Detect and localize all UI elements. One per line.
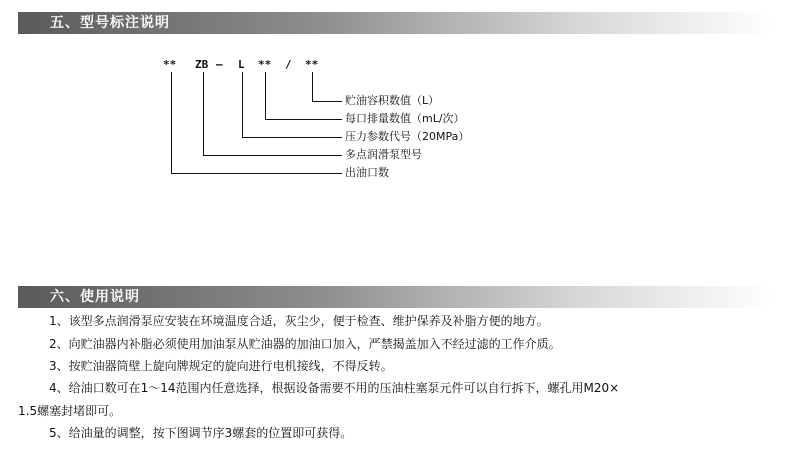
usage-item-5: 5、给油量的调整，按下图调节序3螺套的位置即可获得。 (49, 426, 353, 440)
code-pressure: L (238, 58, 245, 71)
usage-item-4: 4、给油口数可在1～14范围内任意选择，根据设备需要不用的压油柱塞泵元件可以自行拆下，螺孔用M20× (49, 381, 620, 395)
code-dash: — (216, 58, 223, 71)
leader-model-h (203, 155, 342, 156)
section-5-title: 五、型号标注说明 (50, 15, 170, 31)
code-displacement: ** (258, 58, 272, 71)
code-outlets: ** (163, 58, 177, 71)
usage-item-4-cont: 1.5螺塞封堵即可。 (18, 404, 122, 418)
usage-item-2: 2、向贮油器内补脂必须使用加油泵从贮油器的加油口加入，严禁揭盖加入不经过滤的工作介质。 (49, 337, 561, 351)
leader-displacement-v (265, 72, 266, 120)
code-volume: ** (305, 58, 319, 71)
leader-outlets-v (171, 72, 172, 174)
usage-item-3: 3、按贮油器筒壁上旋向牌规定的旋向进行电机接线，不得反转。 (49, 359, 393, 373)
label-displacement: 每口排量数值（mL/次） (345, 112, 465, 125)
code-slash: / (285, 58, 292, 71)
code-pump-model: ZB (195, 58, 209, 71)
leader-displacement-h (265, 119, 342, 120)
label-volume: 贮油容积数值（L） (345, 94, 440, 107)
label-pump-model: 多点润滑泵型号 (345, 148, 422, 161)
leader-volume-h (312, 101, 342, 102)
leader-outlets-h (171, 173, 342, 174)
usage-item-1: 1、该型多点润滑泵应安装在环境温度合适，灰尘少，便于检查、维护保养及补脂方便的地方。 (49, 314, 549, 328)
leader-pressure-v (242, 72, 243, 138)
leader-pressure-h (242, 137, 342, 138)
section-6-header (18, 286, 772, 308)
leader-model-v (203, 72, 204, 156)
leader-volume-v (312, 72, 313, 102)
label-outlets: 出油口数 (345, 166, 389, 179)
section-6-title: 六、使用说明 (50, 289, 140, 305)
label-pressure: 压力参数代号（20MPa） (345, 130, 470, 143)
